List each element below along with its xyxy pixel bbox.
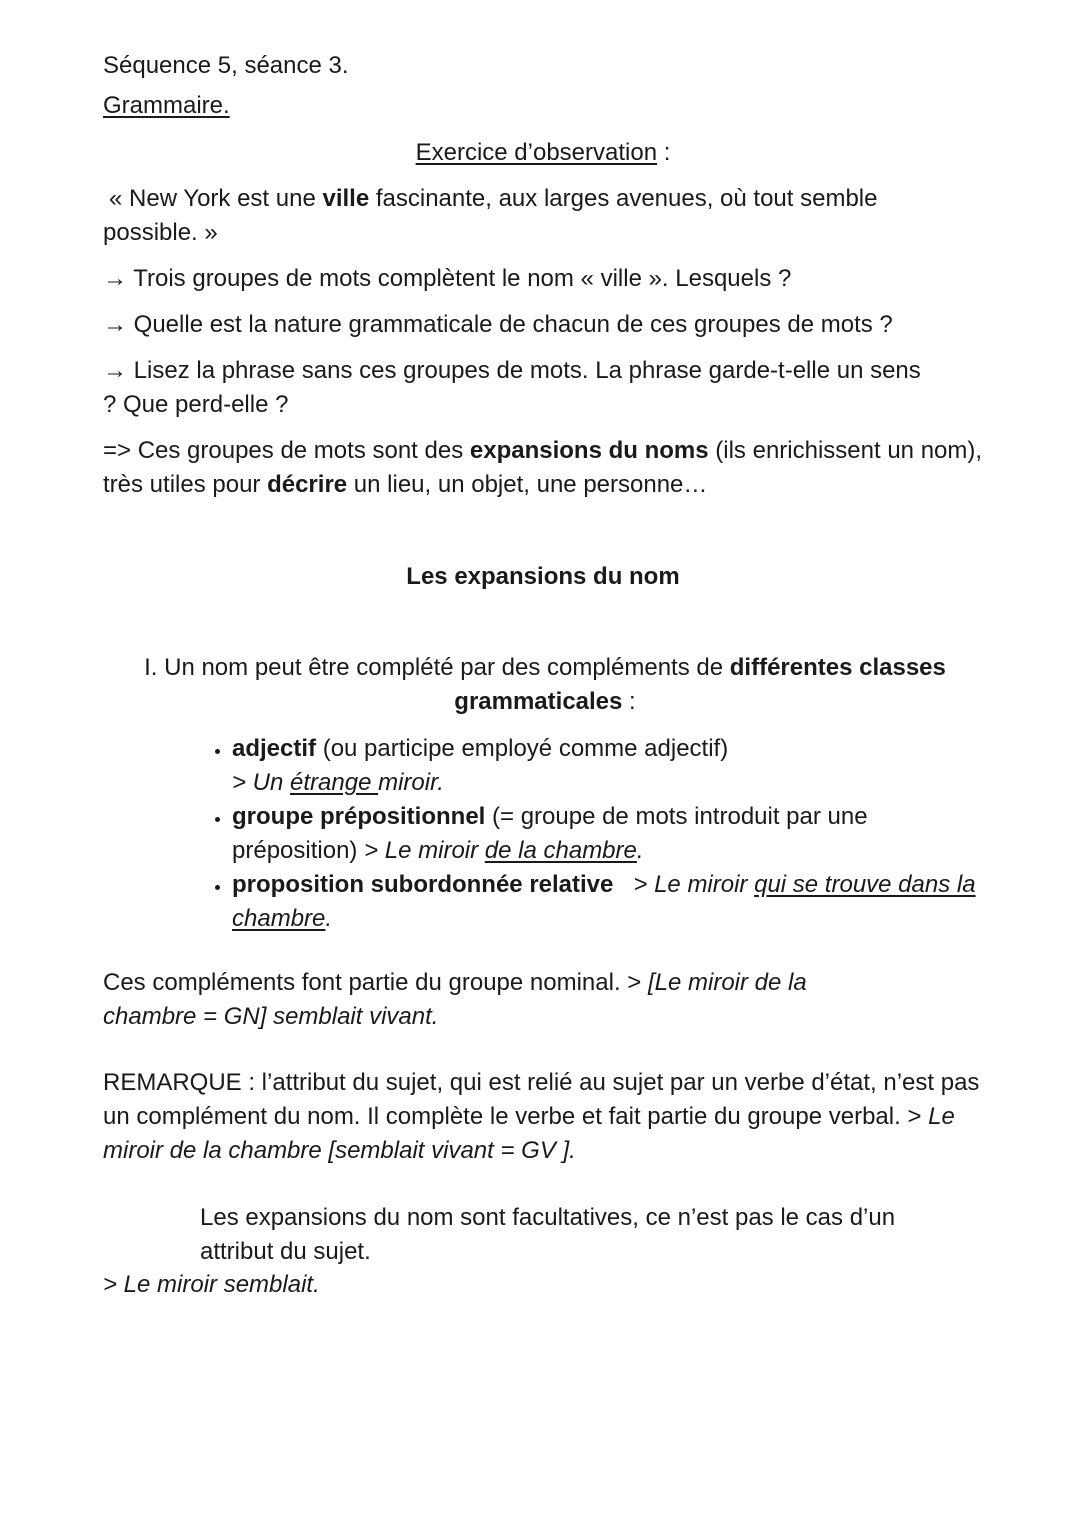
quote-keyword: ville <box>322 185 370 212</box>
example: > Le miroir de la chambre. <box>364 837 644 864</box>
conclusion: => Ces groupes de mots sont des expansions du noms (ils enrichissent un nom), très utiles pour décrire un lieu, un objet, une personne… <box>103 437 983 498</box>
example: > Un étrange miroir. <box>232 769 444 796</box>
final-example: > Le miroir semblait. <box>103 1271 320 1298</box>
list-item-groupe-prepositionnel: • groupe prépositionnel (= groupe de mots introduit par une préposition) > Le miroir de la chambre. <box>232 800 992 868</box>
list-item-adjectif: • adjectif (ou participe employé comme adjectif) > Un étrange miroir. <box>232 732 992 800</box>
conclusion-verb: décrire <box>267 471 348 498</box>
expansion-list <box>200 732 992 936</box>
list-item-proposition-relative: • proposition subordonnée relative > Le miroir qui se trouve dans la chambre. <box>232 868 992 936</box>
subject-heading: Grammaire. <box>103 92 230 119</box>
question-2: → Quelle est la nature grammaticale de chacun de ces groupes de mots ? <box>103 311 893 338</box>
exercise-title-text: Exercice d’observation <box>415 139 658 166</box>
lesson-title: Les expansions du nom <box>406 563 680 590</box>
remark-paragraph: REMARQUE : l’attribut du sujet, qui est relié au sujet par un verbe d’état, n’est pas un complément du nom. Il complète le verbe et fait partie du groupe verbal. > Le miroir de la chambre [semblait vivant = GV ]. <box>103 1069 980 1164</box>
exercise-title-colon: : <box>657 139 671 166</box>
optional-note: Les expansions du nom sont facultatives, ce n’est pas le cas d’un attribut du sujet. <box>200 1204 896 1265</box>
quote-sentence: « New York est une ville fascinante, aux larges avenues, où tout semble possible. » <box>103 185 878 246</box>
section-1-heading: I. Un nom peut être complété par des compléments de différentes classes grammaticales : <box>144 654 946 715</box>
question-1: → Trois groupes de mots complètent le nom « ville ». Lesquels ? <box>103 265 792 292</box>
example: > Le miroir qui se trouve dans la chambre. <box>232 871 976 932</box>
sequence-line: Séquence 5, séance 3. <box>103 52 349 79</box>
exercise-title <box>103 136 983 170</box>
question-3: → Lisez la phrase sans ces groupes de mots. La phrase garde-t-elle un sens ? Que perd-elle ? <box>103 357 921 418</box>
conclusion-term: expansions du noms <box>469 437 709 464</box>
gn-paragraph: Ces compléments font partie du groupe nominal. > [Le miroir de la chambre = GN] semblait vivant. <box>103 969 807 1030</box>
